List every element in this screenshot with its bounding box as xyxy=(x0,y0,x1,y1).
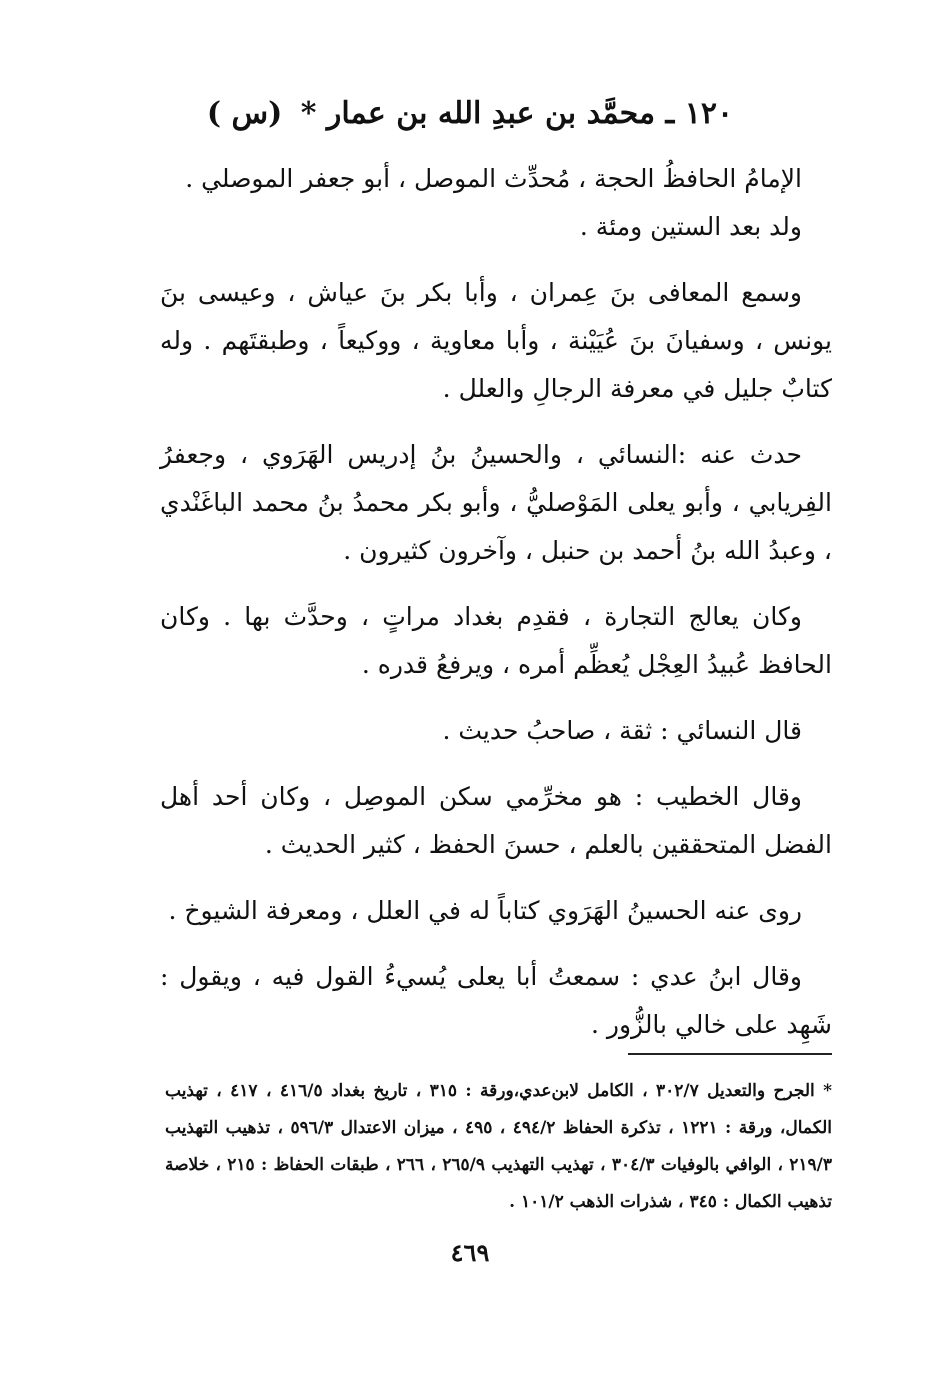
paragraph-nasai: قال النسائي : ثقة ، صاحبُ حديث . xyxy=(442,716,802,745)
page-number: ٤٦٩ xyxy=(450,1238,490,1267)
footnote-sources: * الجرح والتعديل ٣٠٢/٧ ، الكامل لابن‌عدي،ورقة : ٣١٥ ، تاريخ بغداد ٤١٦/٥ ، ٤١٧ ، تهذيب الكمال، ورقة : ١٢٢١ ، تذكرة الحفاظ ٤٩٤/٢ ، ٤٩٥ ، ميزان الاعتدال ٥٩٦/٣ ، تذهيب التهذيب ٢١٩/٣ ، الوافي بالوفيات ٣٠٤/٣ ، تهذيب التهذيب ٢٦٥/٩ ، ٢٦٦ ، طبقات الحفاظ : ٢١٥ ، خلاصة تذهيب الكمال : ٣٤٥ ، شذرات الذهب ١٠١/٢ . xyxy=(165,1081,832,1212)
paragraph-teachers: وسمع المعافى بنَ عِمران ، وأبا بكر بنَ عياش ، وعيسى بنَ يونس ، وسفيانَ بنَ عُيَيْنة ، وأبا معاوية ، ووكيعاً ، وطبقتَهم . وله كتابٌ جليل في معرفة الرجالِ والعلل . xyxy=(160,278,832,403)
paragraph-birth: ولد بعد الستين ومئة . xyxy=(579,212,802,241)
paragraph-ibn-adi: وقال ابنُ عدي : سمعتُ أبا يعلى يُسيءُ القول فيه ، ويقول : شَهِد على خالي بالزُّور . xyxy=(160,962,832,1039)
paragraph-khatib: وقال الخطيب : هو مخرِّمي سكن الموصِل ، وكان أحد أهل الفضل المتحققين بالعلم ، حسنَ الحفظ ، كثير الحديث . xyxy=(160,782,832,859)
entry-title: ١٢٠ ـ محمَّد بن عبدِ الله بن عمار * xyxy=(300,96,734,131)
paragraph-intro: الإمامُ الحافظُ الحجة ، مُحدِّث الموصل ، أبو جعفر الموصلي . xyxy=(185,164,802,193)
paragraph-students: حدث عنه :النسائي ، والحسينُ بنُ إدريس الهَرَوي ، وجعفرُ الفِريابي ، وأبو يعلى المَوْصليُّ ، وأبو بكر محمدُ بنُ محمد الباغَنْدي ، وعبدُ الله بنُ أحمد بن حنبل ، وآخرون كثيرون . xyxy=(160,440,832,565)
footnote-divider xyxy=(628,1053,832,1055)
entry-symbol-code: (س ) xyxy=(206,96,283,131)
entry-heading xyxy=(150,90,790,138)
paragraph-harawi: روى عنه الحسينُ الهَرَوي كتاباً له في العلل ، ومعرفة الشيوخ . xyxy=(168,896,802,925)
entry-body xyxy=(160,155,832,1049)
paragraph-trade: وكان يعالج التجارة ، فقدِم بغداد مراتٍ ، وحدَّث بها . وكان الحافظ عُبيدُ العِجْل يُعظِّم أمره ، ويرفعُ قدره . xyxy=(160,602,832,679)
